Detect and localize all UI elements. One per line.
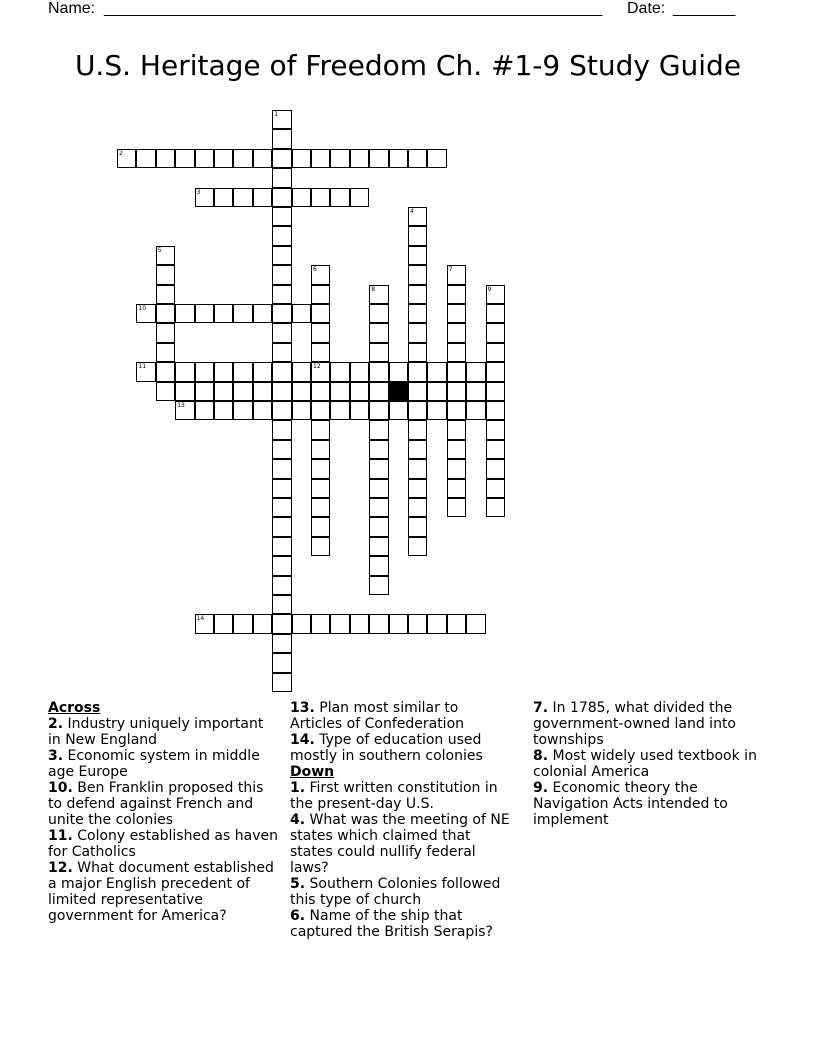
cell-number: 14 xyxy=(196,615,205,623)
across-clue xyxy=(290,700,510,732)
crossword-cell[interactable] xyxy=(369,459,388,478)
crossword-cell[interactable] xyxy=(214,382,233,401)
crossword-cell[interactable] xyxy=(214,401,233,420)
crossword-cell[interactable] xyxy=(408,420,427,439)
crossword-cell[interactable] xyxy=(408,479,427,498)
crossword-block xyxy=(389,382,408,401)
crossword-cell[interactable] xyxy=(156,343,175,362)
crossword-cell[interactable] xyxy=(486,304,505,323)
clue-number: 9. xyxy=(533,780,549,796)
crossword-cell[interactable] xyxy=(272,459,291,478)
crossword-cell[interactable] xyxy=(272,207,291,226)
crossword-cell[interactable] xyxy=(156,304,175,323)
crossword-cell[interactable] xyxy=(350,149,369,168)
crossword-cell[interactable] xyxy=(369,576,388,595)
crossword-cell[interactable] xyxy=(272,556,291,575)
crossword-cell[interactable] xyxy=(369,614,388,633)
crossword-cell[interactable] xyxy=(136,149,155,168)
crossword-cell[interactable] xyxy=(311,479,330,498)
crossword-cell[interactable] xyxy=(156,362,175,381)
crossword-cell[interactable] xyxy=(156,149,175,168)
crossword-cell[interactable] xyxy=(272,323,291,342)
name-label: Name: xyxy=(48,0,96,17)
crossword-cell[interactable] xyxy=(369,479,388,498)
crossword-cell[interactable] xyxy=(311,382,330,401)
crossword-cell[interactable] xyxy=(447,614,466,633)
crossword-cell[interactable] xyxy=(272,129,291,148)
crossword-cell[interactable] xyxy=(427,401,446,420)
crossword-cell[interactable] xyxy=(466,401,485,420)
crossword-cell[interactable] xyxy=(389,614,408,633)
across-clue xyxy=(48,716,280,748)
crossword-cell[interactable] xyxy=(311,362,330,381)
crossword-cell[interactable] xyxy=(233,382,252,401)
crossword-cell[interactable] xyxy=(272,401,291,420)
down-clue xyxy=(533,748,758,780)
across-clue xyxy=(48,860,280,924)
crossword-cell[interactable] xyxy=(156,246,175,265)
crossword-cell[interactable] xyxy=(447,265,466,284)
cell-number: 4 xyxy=(410,208,414,215)
crossword-cell[interactable] xyxy=(389,362,408,381)
crossword-cell[interactable] xyxy=(447,440,466,459)
crossword-cell[interactable] xyxy=(427,149,446,168)
across-clue xyxy=(48,748,280,780)
crossword-cell[interactable] xyxy=(350,401,369,420)
name-field[interactable]: ________________________________________________________ xyxy=(104,0,603,17)
crossword-cell[interactable] xyxy=(233,304,252,323)
crossword-cell[interactable] xyxy=(447,498,466,517)
cell-number: 1 xyxy=(274,111,279,118)
cell-number: 6 xyxy=(313,266,317,274)
crossword-cell[interactable] xyxy=(292,188,311,207)
crossword-cell[interactable] xyxy=(447,323,466,342)
crossword-cell[interactable] xyxy=(408,517,427,536)
crossword-cell[interactable] xyxy=(311,401,330,420)
clue-text: Most widely used textbook in colonial America xyxy=(533,748,757,780)
clue-number: 14. xyxy=(290,732,315,748)
crossword-cell[interactable] xyxy=(253,149,272,168)
crossword-cell[interactable] xyxy=(272,420,291,439)
crossword-cell[interactable] xyxy=(214,304,233,323)
clue-text: In 1785, what divided the government-owned land into townships xyxy=(533,700,736,748)
clue-text: First written constitution in the present-day U.S. xyxy=(290,780,498,812)
crossword-cell[interactable] xyxy=(427,614,446,633)
crossword-cell[interactable] xyxy=(272,246,291,265)
crossword-cell[interactable] xyxy=(156,265,175,284)
crossword-cell[interactable] xyxy=(311,498,330,517)
crossword-cell[interactable] xyxy=(486,285,505,304)
crossword-cell[interactable] xyxy=(486,323,505,342)
crossword-cell[interactable] xyxy=(369,304,388,323)
clue-number: 11. xyxy=(48,828,73,844)
crossword-cell[interactable] xyxy=(369,537,388,556)
crossword-cell[interactable] xyxy=(408,382,427,401)
crossword-cell[interactable] xyxy=(466,382,485,401)
clue-text: Industry uniquely important in New England xyxy=(48,716,264,748)
crossword-cell[interactable] xyxy=(272,285,291,304)
crossword-cell[interactable] xyxy=(253,188,272,207)
crossword-cell[interactable] xyxy=(330,149,349,168)
clue-column-1 xyxy=(48,700,280,924)
clue-number: 3. xyxy=(48,748,64,764)
crossword-cell[interactable] xyxy=(369,556,388,575)
crossword-cell[interactable] xyxy=(311,285,330,304)
crossword-cell[interactable] xyxy=(369,343,388,362)
clue-column-3 xyxy=(533,700,758,828)
clue-number: 6. xyxy=(290,908,306,924)
down-clue xyxy=(290,908,510,940)
clue-number: 12. xyxy=(48,860,73,876)
crossword-cell[interactable] xyxy=(350,382,369,401)
crossword-cell[interactable] xyxy=(369,401,388,420)
crossword-cell[interactable] xyxy=(486,401,505,420)
crossword-cell[interactable] xyxy=(486,440,505,459)
across-clue xyxy=(48,828,280,860)
crossword-cell[interactable] xyxy=(447,362,466,381)
clue-text: What was the meeting of NE states which claimed that states could nullify federal laws? xyxy=(290,812,510,876)
crossword-cell[interactable] xyxy=(253,382,272,401)
crossword-cell[interactable] xyxy=(233,149,252,168)
crossword-cell[interactable] xyxy=(272,362,291,381)
crossword-cell[interactable] xyxy=(272,537,291,556)
crossword-cell[interactable] xyxy=(486,420,505,439)
crossword-cell[interactable] xyxy=(195,188,214,207)
clue-number: 8. xyxy=(533,748,549,764)
crossword-cell[interactable] xyxy=(292,382,311,401)
crossword-cell[interactable] xyxy=(272,265,291,284)
crossword-cell[interactable] xyxy=(447,479,466,498)
clue-number: 5. xyxy=(290,876,306,892)
crossword-cell[interactable] xyxy=(311,323,330,342)
crossword-cell[interactable] xyxy=(427,382,446,401)
crossword-cell[interactable] xyxy=(292,362,311,381)
clue-text: Type of education used mostly in southern colonies xyxy=(290,732,483,764)
crossword-cell[interactable] xyxy=(117,149,136,168)
crossword-cell[interactable] xyxy=(175,304,194,323)
crossword-cell[interactable] xyxy=(369,517,388,536)
crossword-cell[interactable] xyxy=(408,304,427,323)
crossword-cell[interactable] xyxy=(486,343,505,362)
crossword-cell[interactable] xyxy=(195,382,214,401)
crossword-cell[interactable] xyxy=(195,304,214,323)
crossword-cell[interactable] xyxy=(272,440,291,459)
crossword-cell[interactable] xyxy=(175,149,194,168)
crossword-cell[interactable] xyxy=(486,382,505,401)
crossword-cell[interactable] xyxy=(408,343,427,362)
crossword-cell[interactable] xyxy=(447,343,466,362)
crossword-cell[interactable] xyxy=(175,362,194,381)
crossword-cell[interactable] xyxy=(486,362,505,381)
crossword-cell[interactable] xyxy=(389,401,408,420)
across-clue xyxy=(290,732,510,764)
crossword-cell[interactable] xyxy=(447,304,466,323)
crossword-cell[interactable] xyxy=(311,265,330,284)
crossword-cell[interactable] xyxy=(156,285,175,304)
clue-number: 13. xyxy=(290,700,315,716)
crossword-cell[interactable] xyxy=(350,188,369,207)
clue-text: Plan most similar to Articles of Confederation xyxy=(290,700,465,732)
crossword-cell[interactable] xyxy=(195,362,214,381)
crossword-cell[interactable] xyxy=(175,382,194,401)
crossword-cell[interactable] xyxy=(408,440,427,459)
down-clue xyxy=(290,876,510,908)
crossword-cell[interactable] xyxy=(408,498,427,517)
clue-text: Ben Franklin proposed this to defend against French and unite the colonies xyxy=(48,780,264,828)
crossword-cell[interactable] xyxy=(311,149,330,168)
clue-text: Economic system in middle age Europe xyxy=(48,748,260,780)
crossword-cell[interactable] xyxy=(330,401,349,420)
crossword-cell[interactable] xyxy=(272,595,291,614)
cell-number: 12 xyxy=(313,363,321,371)
crossword-cell[interactable] xyxy=(311,343,330,362)
crossword-cell[interactable] xyxy=(369,420,388,439)
crossword-cell[interactable] xyxy=(369,498,388,517)
crossword-cell[interactable] xyxy=(214,614,233,633)
crossword-cell[interactable] xyxy=(272,149,291,168)
clue-number: 4. xyxy=(290,812,306,828)
crossword-cell[interactable] xyxy=(156,382,175,401)
crossword-cell[interactable] xyxy=(350,362,369,381)
crossword-cell[interactable] xyxy=(272,498,291,517)
date-field[interactable]: _______ xyxy=(673,0,736,17)
crossword-cell[interactable] xyxy=(214,362,233,381)
crossword-cell[interactable] xyxy=(272,653,291,672)
crossword-cell[interactable] xyxy=(272,634,291,653)
cell-number: 7 xyxy=(448,266,453,274)
crossword-cell[interactable] xyxy=(311,304,330,323)
crossword-cell[interactable] xyxy=(350,614,369,633)
crossword-cell[interactable] xyxy=(195,614,214,633)
across-heading: Across xyxy=(48,700,101,716)
down-clue xyxy=(533,780,758,828)
crossword-cell[interactable] xyxy=(292,614,311,633)
crossword-cell[interactable] xyxy=(272,614,291,633)
crossword-cell[interactable] xyxy=(447,401,466,420)
crossword-cell[interactable] xyxy=(272,517,291,536)
crossword-cell[interactable] xyxy=(253,362,272,381)
crossword-cell[interactable] xyxy=(466,614,485,633)
cell-number: 3 xyxy=(196,188,201,196)
crossword-cell[interactable] xyxy=(330,614,349,633)
crossword-cell[interactable] xyxy=(369,285,388,304)
crossword-cell[interactable] xyxy=(369,362,388,381)
crossword-cell[interactable] xyxy=(330,382,349,401)
cell-number: 8 xyxy=(371,285,376,293)
clue-number: 10. xyxy=(48,780,73,796)
crossword-cell[interactable] xyxy=(233,362,252,381)
crossword-cell[interactable] xyxy=(369,382,388,401)
crossword-cell[interactable] xyxy=(311,459,330,478)
crossword-cell[interactable] xyxy=(214,188,233,207)
crossword-cell[interactable] xyxy=(408,265,427,284)
clue-text: What document established a major English precedent of limited representative government for America? xyxy=(48,860,274,924)
crossword-cell[interactable] xyxy=(389,149,408,168)
crossword-cell[interactable] xyxy=(136,304,155,323)
crossword-cell[interactable] xyxy=(408,323,427,342)
crossword-cell[interactable] xyxy=(233,401,252,420)
crossword-cell[interactable] xyxy=(369,440,388,459)
crossword-cell[interactable] xyxy=(136,362,155,381)
crossword-cell[interactable] xyxy=(175,401,194,420)
crossword-cell[interactable] xyxy=(408,149,427,168)
clue-column-2 xyxy=(290,700,510,940)
cell-number: 11 xyxy=(138,363,147,371)
crossword-cell[interactable] xyxy=(272,226,291,245)
crossword-cell[interactable] xyxy=(311,188,330,207)
crossword-cell[interactable] xyxy=(272,110,291,129)
crossword-cell[interactable] xyxy=(486,498,505,517)
down-clue xyxy=(290,780,510,812)
crossword-cell[interactable] xyxy=(486,479,505,498)
crossword-cell[interactable] xyxy=(330,362,349,381)
crossword-cell[interactable] xyxy=(311,420,330,439)
cell-number: 10 xyxy=(138,305,147,312)
crossword-cell[interactable] xyxy=(427,362,446,381)
crossword-cell[interactable] xyxy=(369,323,388,342)
crossword-cell[interactable] xyxy=(369,149,388,168)
crossword-cell[interactable] xyxy=(408,246,427,265)
crossword-cell[interactable] xyxy=(330,188,349,207)
crossword-cell[interactable] xyxy=(408,362,427,381)
crossword-cell[interactable] xyxy=(272,673,291,692)
crossword-cell[interactable] xyxy=(233,188,252,207)
crossword-cell[interactable] xyxy=(447,382,466,401)
date-label: Date: xyxy=(627,0,666,17)
down-heading: Down xyxy=(290,764,335,780)
crossword-cell[interactable] xyxy=(311,537,330,556)
crossword-cell[interactable] xyxy=(311,440,330,459)
crossword-cell[interactable] xyxy=(253,614,272,633)
crossword-cell[interactable] xyxy=(408,226,427,245)
crossword-cell[interactable] xyxy=(311,614,330,633)
cell-number: 2 xyxy=(119,149,123,157)
cell-number: 5 xyxy=(157,246,162,254)
crossword-cell[interactable] xyxy=(408,537,427,556)
clue-text: Economic theory the Navigation Acts intended to implement xyxy=(533,780,728,828)
crossword-cell[interactable] xyxy=(408,401,427,420)
clue-text: Name of the ship that captured the British Serapis? xyxy=(290,908,493,940)
crossword-cell[interactable] xyxy=(272,576,291,595)
down-clue xyxy=(533,700,758,748)
crossword-cell[interactable] xyxy=(292,401,311,420)
crossword-cell[interactable] xyxy=(156,323,175,342)
crossword-cell[interactable] xyxy=(408,207,427,226)
crossword-cell[interactable] xyxy=(408,285,427,304)
crossword-cell[interactable] xyxy=(447,459,466,478)
crossword-cell[interactable] xyxy=(272,479,291,498)
crossword-cell[interactable] xyxy=(272,304,291,323)
crossword-cell[interactable] xyxy=(486,459,505,478)
down-clue xyxy=(290,812,510,876)
clue-number: 1. xyxy=(290,780,306,796)
crossword-cell[interactable] xyxy=(447,420,466,439)
crossword-cell[interactable] xyxy=(195,401,214,420)
crossword-cell[interactable] xyxy=(195,149,214,168)
crossword-cell[interactable] xyxy=(447,285,466,304)
crossword-cell[interactable] xyxy=(272,168,291,187)
crossword-cell[interactable] xyxy=(311,517,330,536)
clue-text: Southern Colonies followed this type of church xyxy=(290,876,501,908)
clue-text: Colony established as haven for Catholics xyxy=(48,828,278,860)
crossword-cell[interactable] xyxy=(214,149,233,168)
crossword-cell[interactable] xyxy=(253,401,272,420)
cell-number: 9 xyxy=(487,285,492,293)
crossword-cell[interactable] xyxy=(272,343,291,362)
crossword-cell[interactable] xyxy=(253,304,272,323)
across-clue xyxy=(48,780,280,828)
crossword-cell[interactable] xyxy=(272,382,291,401)
page-title: U.S. Heritage of Freedom Ch. #1-9 Study Guide xyxy=(74,49,742,82)
crossword-cell[interactable] xyxy=(272,188,291,207)
cell-number: 13 xyxy=(177,402,185,409)
crossword-cell[interactable] xyxy=(466,362,485,381)
clue-number: 2. xyxy=(48,716,64,732)
clue-number: 7. xyxy=(533,700,549,716)
crossword-cell[interactable] xyxy=(233,614,252,633)
crossword-cell[interactable] xyxy=(292,304,311,323)
crossword-cell[interactable] xyxy=(408,459,427,478)
crossword-cell[interactable] xyxy=(408,614,427,633)
crossword-cell[interactable] xyxy=(292,149,311,168)
